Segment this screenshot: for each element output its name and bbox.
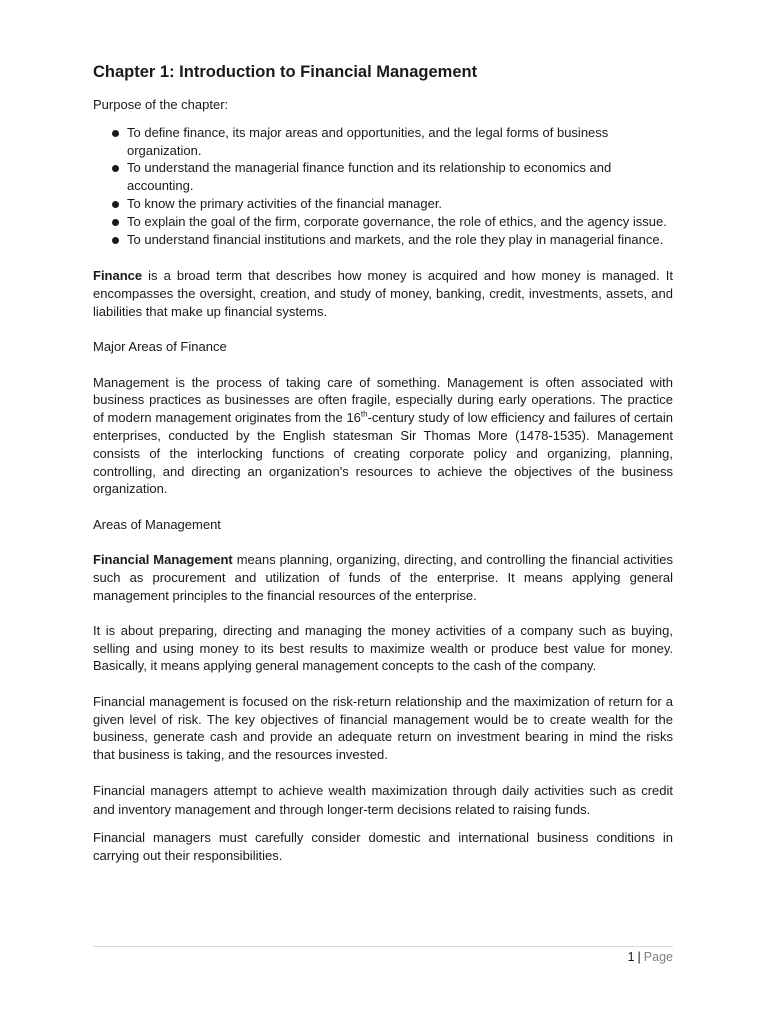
- list-item-text: To understand financial institutions and markets, and the role they play in managerial finance.: [127, 231, 664, 247]
- bullet-icon: [112, 219, 119, 226]
- areas-heading: Areas of Management: [93, 516, 221, 532]
- bullet-icon: [112, 165, 119, 172]
- finance-text: is a broad term that describes how money is acquired and how money is managed. It encompasses the oversight, creation, and study of money, banking, credit, investments, assets, and liabilities that make up financial systems.: [93, 268, 673, 319]
- management-paragraph: [93, 374, 673, 499]
- list-item: [93, 213, 673, 231]
- wealth-maximization-paragraph: Financial managers attempt to achieve wealth maximization through daily activities such as credit and inventory management and through longer-term decisions related to raising funds.: [93, 783, 673, 818]
- ordinal-superscript: th: [360, 409, 368, 419]
- list-item-text: To define finance, its major areas and opportunities, and the legal forms of business organization.: [127, 124, 609, 158]
- list-item: [93, 195, 673, 213]
- business-conditions-paragraph: Financial managers must carefully consider domestic and international business conditions in carrying out their responsibilities.: [93, 830, 673, 864]
- major-areas-heading: Major Areas of Finance: [93, 339, 227, 355]
- bullet-icon: [112, 201, 119, 208]
- risk-return-paragraph: Financial management is focused on the risk-return relationship and the maximization of return for a given level of risk. The key objectives of financial management would be to create wealth for the business, generate cash and provide an adequate return on investment bearing in mind the risks that business is taking, and the resources invested.: [93, 693, 673, 763]
- bullet-icon: [112, 237, 119, 244]
- bullet-icon: [112, 130, 119, 137]
- page-word: Page: [643, 950, 673, 964]
- financial-management-paragraph: [93, 551, 673, 604]
- page-footer: [93, 946, 673, 964]
- management-text-1: Management is the process of taking care of something. Management is often associated with business practices as businesses are often fragile, especially during early operations. The practice of modern management originates from the 16: [93, 374, 673, 426]
- management-text-2: -century study of low efficiency and failures of certain enterprises, conducted by the English statesman Sir Thomas More (1478-1535). Management consists of the interlocking functions of creating corporate policy and organizing, planning, controlling, and directing an organization's resources to achieve the objectives of the business organization.: [93, 410, 674, 497]
- page-number: 1: [627, 950, 635, 964]
- finance-term: Finance: [93, 268, 143, 284]
- chapter-title: Chapter 1: Introduction to Financial Management: [93, 63, 478, 81]
- footer-separator: |: [637, 950, 641, 964]
- page-content: [93, 60, 673, 883]
- purpose-label: Purpose of the chapter:: [93, 97, 229, 112]
- list-item-text: To explain the goal of the firm, corporate governance, the role of ethics, and the agency issue.: [127, 213, 667, 229]
- list-item: [93, 124, 673, 160]
- list-item: [93, 159, 673, 195]
- preparing-paragraph: It is about preparing, directing and managing the money activities of a company such as buying, selling and using money to its best results to maximize wealth or produce best value for money. Basically, it means applying general management concepts to the cash of the company.: [93, 622, 673, 674]
- list-item-text: To know the primary activities of the financial manager.: [127, 195, 443, 211]
- list-item-text: To understand the managerial finance function and its relationship to economics and accounting.: [127, 160, 612, 194]
- financial-management-term: Financial Management: [93, 551, 233, 567]
- financial-management-text: means planning, organizing, directing, and controlling the financial activities such as procurement and utilization of funds of the enterprise. It means applying general management principles to the financial resources of the enterprise.: [93, 551, 674, 603]
- finance-paragraph: [93, 267, 673, 320]
- list-item: [93, 231, 673, 249]
- purpose-list: [93, 124, 673, 249]
